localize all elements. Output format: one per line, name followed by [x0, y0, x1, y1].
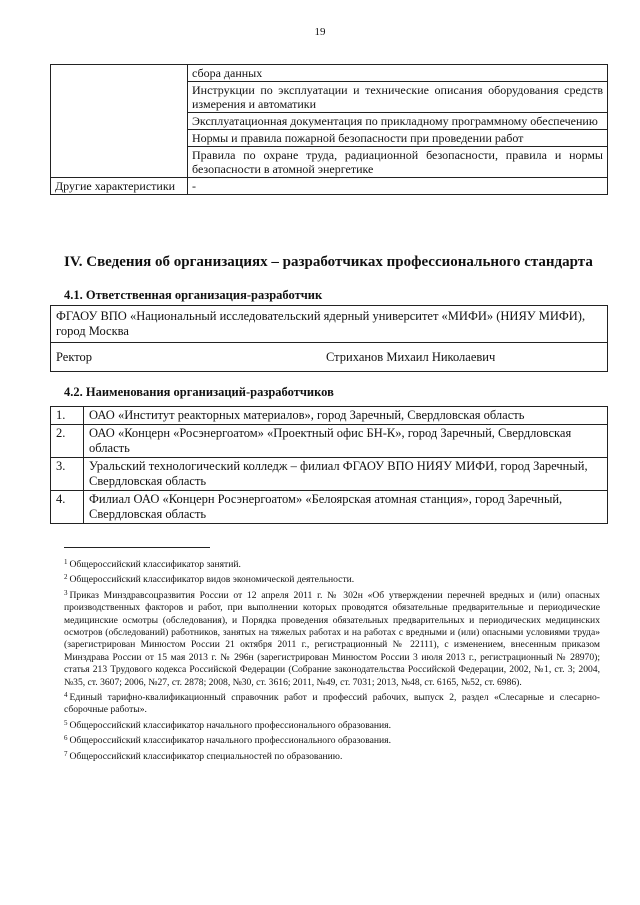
- table-cell: -: [188, 178, 608, 195]
- table-cell-empty: [51, 65, 188, 178]
- table-cell-label: Другие характеристики: [51, 178, 188, 195]
- section-title: IV. Сведения об организациях – разработчиках профессионального стандарта: [64, 254, 593, 270]
- footnote: [64, 556, 600, 571]
- footnote-text: Общероссийский классификатор начального профессионального образования.: [69, 735, 391, 747]
- footnote: [64, 689, 600, 717]
- footnote: [64, 571, 600, 586]
- row-number: 1.: [51, 407, 84, 425]
- row-number: 3.: [51, 458, 84, 491]
- footnote-divider: [64, 547, 210, 548]
- table-row: [51, 425, 608, 458]
- developers-table: [50, 406, 608, 524]
- footnote-mark: 7: [64, 749, 68, 758]
- footnote: [64, 748, 600, 763]
- footnote-text: Единый тарифно-квалификационный справочник работ и профессий рабочих, выпуск 2, раздел «Слесарные и слесарно-сборочные работы».: [64, 692, 600, 716]
- conditions-table: [50, 64, 608, 195]
- footnote-mark: 5: [64, 718, 68, 727]
- row-number: 2.: [51, 425, 84, 458]
- table-cell: Эксплуатационная документация по прикладному программному обеспечению: [188, 113, 608, 130]
- table-row: [51, 407, 608, 425]
- table-cell: Нормы и правила пожарной безопасности при проведении работ: [188, 130, 608, 147]
- footnote-mark: 3: [64, 588, 68, 597]
- table-row: [51, 491, 608, 524]
- footnote-text: Общероссийский классификатор занятий.: [69, 559, 241, 570]
- footnote-text: Общероссийский классификатор специальностей по образованию.: [69, 750, 343, 762]
- footnote-text: Приказ Минздравсоцразвития России от 12 апреля 2011 г. № 302н «Об утверждении перечней вредных и (или) опасных производственных факторов и работ, при выполнении которых проводятся обязательные предварительные и периодические медицинские осмотры (обследования), и Порядка проведения обязательных предварительных и периодических медицинских осмотров (обследований) работников, занятых на тяжелых работах и на работах с вредными и (или) опасными условиями труда» (зарегистрирован Минюстом России 21 октября 2011 г., регистрационный № 22111), с изменением, внесенным приказом Минздрава России от 15 мая 2013 г. № 296н (зарегистрирован Минюстом России 3 июля 2013 г., регистрационный № 28970); статья 213 Трудового кодекса Российской Федерации (Собрание законодательства Российской Федерации, 2002, №1, ст. 3; 2004, №35, ст. 3607; 2006, №27, ст. 2878; 2008, №30, ст. 3616; 2011, №49, ст. 7031; 2013, №48, ст. 6165, №52, ст. 6986).: [64, 589, 600, 688]
- table-row: [51, 65, 608, 82]
- footnote-text: Общероссийский классификатор видов экономической деятельности.: [69, 574, 355, 586]
- table-row: [51, 178, 608, 195]
- developer-name: ОАО «Институт реакторных материалов», город Заречный, Свердловская область: [84, 407, 608, 425]
- footnote: [64, 717, 600, 732]
- row-number: 4.: [51, 491, 84, 524]
- rector-name: Стриханов Михаил Николаевич: [326, 349, 496, 364]
- table-cell: Инструкции по эксплуатации и технические описания оборудования средств измерения и автоматики: [188, 82, 608, 113]
- rector-cell: [51, 343, 608, 372]
- responsible-org-heading: 4.1. Ответственная организация-разработчик: [64, 288, 323, 302]
- footnotes: [64, 556, 600, 763]
- table-cell: Правила по охране труда, радиационной безопасности, правила и нормы безопасности в атомной энергетике: [188, 147, 608, 178]
- table-cell: сбора данных: [188, 65, 608, 82]
- developer-name: ОАО «Концерн «Росэнергоатом» «Проектный офис БН-К», город Заречный, Свердловская область: [84, 425, 608, 458]
- table-row: [51, 306, 608, 343]
- footnote-mark: 2: [64, 573, 68, 582]
- table-row: [51, 458, 608, 491]
- page-number: 19: [314, 26, 326, 38]
- footnote-mark: 1: [64, 558, 68, 566]
- footnote-mark: 4: [64, 691, 68, 700]
- footnote-text: Общероссийский классификатор начального профессионального образования.: [69, 719, 391, 731]
- footnote: [64, 732, 600, 747]
- developer-name: Филиал ОАО «Концерн Росэнергоатом» «Белоярская атомная станция», город Заречный, Свердловская область: [84, 491, 608, 524]
- developers-heading: 4.2. Наименования организаций-разработчиков: [64, 385, 334, 399]
- footnote-mark: 6: [64, 734, 68, 743]
- responsible-org-name: ФГАОУ ВПО «Национальный исследовательский ядерный университет «МИФИ» (НИЯУ МИФИ), город Москва: [51, 306, 608, 343]
- footnote: [64, 587, 600, 689]
- table-row: [51, 343, 608, 372]
- responsible-org-table: [50, 305, 608, 372]
- rector-label: Ректор: [56, 349, 93, 364]
- developer-name: Уральский технологический колледж – филиал ФГАОУ ВПО НИЯУ МИФИ, город Заречный, Свердловская область: [84, 458, 608, 491]
